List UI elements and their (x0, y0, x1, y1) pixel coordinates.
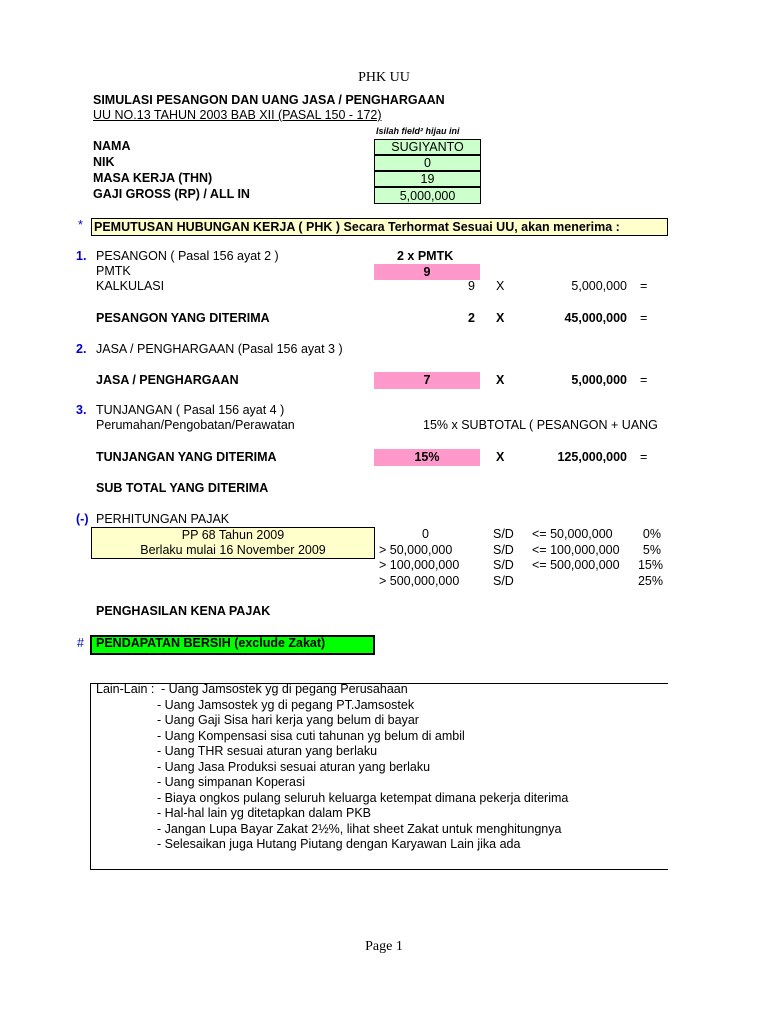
list-item: - Uang Jasa Produksi sesuai aturan yang berlaku (157, 759, 431, 774)
bracket-from-1: 0 (422, 527, 429, 541)
bracket-from-2: > 50,000,000 (379, 543, 453, 557)
bracket-rate-1: 0% (642, 527, 661, 541)
pkp-label: PENGHASILAN KENA PAJAK (96, 604, 271, 618)
tunjangan-x: X (496, 450, 505, 464)
tunjangan-value: 15% (374, 449, 480, 466)
pp-line-1: PP 68 Tahun 2009 (181, 528, 285, 542)
subtotal-label: SUB TOTAL YANG DITERIMA (96, 481, 269, 495)
pesangon-diterima-value: 2 (468, 311, 475, 325)
pajak-label: PERHITUNGAN PAJAK (96, 512, 230, 526)
section-number-2: 2. (76, 342, 87, 356)
phk-marker: * (78, 218, 83, 232)
list-item: - Jangan Lupa Bayar Zakat 2½%, lihat sheet Zakat untuk menghitungnya (157, 821, 562, 836)
section-number-pajak: (-) (76, 512, 89, 526)
list-item: - Uang Jamsostek yg di pegang Perusahaan (161, 682, 408, 696)
bracket-sd-1: S/D (493, 527, 514, 541)
list-item: - Hal-hal lain yg ditetapkan dalam PKB (157, 806, 372, 820)
bracket-sd-3: S/D (493, 558, 514, 572)
pp-note-box (91, 527, 375, 559)
kalkulasi-x: X (496, 279, 505, 293)
section-number-1: 1. (76, 249, 87, 263)
jasa-value: 7 (374, 372, 480, 389)
tunjangan-label: TUNJANGAN ( Pasal 156 ayat 4 ) (96, 403, 285, 417)
list-item: - Uang simpanan Koperasi (157, 775, 305, 789)
kalkulasi-value: 9 (468, 279, 475, 293)
field-label-masa-kerja: MASA KERJA (THN) (93, 171, 213, 185)
bersih-marker: # (77, 636, 84, 650)
nama-input[interactable]: SUGIYANTO (374, 139, 481, 155)
bracket-to-1: <= 50,000,000 (532, 527, 613, 541)
bracket-rate-3: 15% (637, 558, 663, 572)
tunjangan-amount: 125,000,000 (557, 450, 627, 464)
jasa-label: JASA / PENGHARGAAN (Pasal 156 ayat 3 ) (96, 342, 343, 356)
pmtk-label: PMTK (96, 264, 131, 278)
phk-banner: PEMUTUSAN HUBUNGAN KERJA ( PHK ) Secara Terhormat Sesuai UU, akan menerima : (91, 218, 668, 236)
tunjangan-note: 15% x SUBTOTAL ( PESANGON + UANG (423, 418, 658, 432)
lain-lain-list (157, 682, 569, 853)
gaji-input[interactable]: 5,000,000 (374, 187, 481, 204)
jasa-amount: 5,000,000 (571, 373, 627, 387)
tunjangan-sub: Perumahan/Pengobatan/Perawatan (96, 418, 295, 432)
list-item: - Biaya ongkos pulang seluruh keluarga ketempat dimana pekerja diterima (157, 790, 569, 805)
section-number-3: 3. (76, 403, 87, 417)
field-label-nama: NAMA (93, 139, 131, 153)
bracket-rate-4: 25% (637, 574, 663, 588)
bracket-from-4: > 500,000,000 (379, 574, 460, 588)
pendapatan-bersih-box: PENDAPATAN BERSIH (exclude Zakat) (90, 635, 375, 655)
kalkulasi-label: KALKULASI (96, 279, 165, 293)
pesangon-diterima-amount: 45,000,000 (564, 311, 627, 325)
pesangon-diterima-label: PESANGON YANG DITERIMA (96, 311, 270, 325)
pesangon-diterima-eq: = (640, 311, 648, 325)
pesangon-label: PESANGON ( Pasal 156 ayat 2 ) (96, 249, 279, 263)
bracket-rate-2: 5% (642, 543, 661, 557)
jasa-eq: = (640, 373, 648, 387)
pp-line-2: Berlaku mulai 16 November 2009 (140, 543, 326, 557)
bracket-to-3: <= 500,000,000 (532, 558, 620, 572)
kalkulasi-amount: 5,000,000 (571, 279, 627, 293)
law-reference: UU NO.13 TAHUN 2003 BAB XII (PASAL 150 - 172) (93, 108, 382, 122)
tunjangan-row-label: TUNJANGAN YANG DITERIMA (96, 450, 277, 464)
list-item: - Selesaikan juga Hutang Piutang dengan Karyawan Lain jika ada (157, 837, 521, 851)
tunjangan-eq: = (640, 450, 648, 464)
bracket-sd-2: S/D (493, 543, 514, 557)
masa-kerja-input[interactable]: 19 (374, 171, 481, 187)
input-hint: Isilah field² hijau ini (376, 126, 460, 136)
list-item: - Uang THR sesuai aturan yang berlaku (157, 744, 378, 758)
bracket-sd-4: S/D (493, 574, 514, 588)
bracket-from-3: > 100,000,000 (379, 558, 460, 572)
pesangon-formula: 2 x PMTK (397, 249, 454, 263)
pmtk-value: 9 (374, 264, 480, 280)
list-item: - Uang Kompensasi sisa cuti tahunan yg belum di ambil (157, 728, 465, 743)
list-item: - Uang Gaji Sisa hari kerja yang belum di bayar (157, 713, 419, 727)
pesangon-diterima-x: X (496, 311, 505, 325)
sheet-subtitle: SIMULASI PESANGON DAN UANG JASA / PENGHARGAAN (93, 93, 445, 107)
field-label-nik: NIK (93, 155, 115, 169)
page-number: Page 1 (365, 939, 403, 954)
list-item: - Uang Jamsostek yg di pegang PT.Jamsostek (157, 697, 415, 712)
kalkulasi-eq: = (640, 279, 648, 293)
bracket-to-2: <= 100,000,000 (532, 543, 620, 557)
nik-input[interactable]: 0 (374, 155, 481, 171)
field-label-gaji: GAJI GROSS (RP) / ALL IN (93, 187, 250, 201)
page-title: PHK UU (358, 70, 410, 85)
jasa-row-label: JASA / PENGHARGAAN (96, 373, 239, 387)
jasa-x: X (496, 373, 505, 387)
lain-lain-intro: Lain-Lain : (96, 682, 155, 696)
